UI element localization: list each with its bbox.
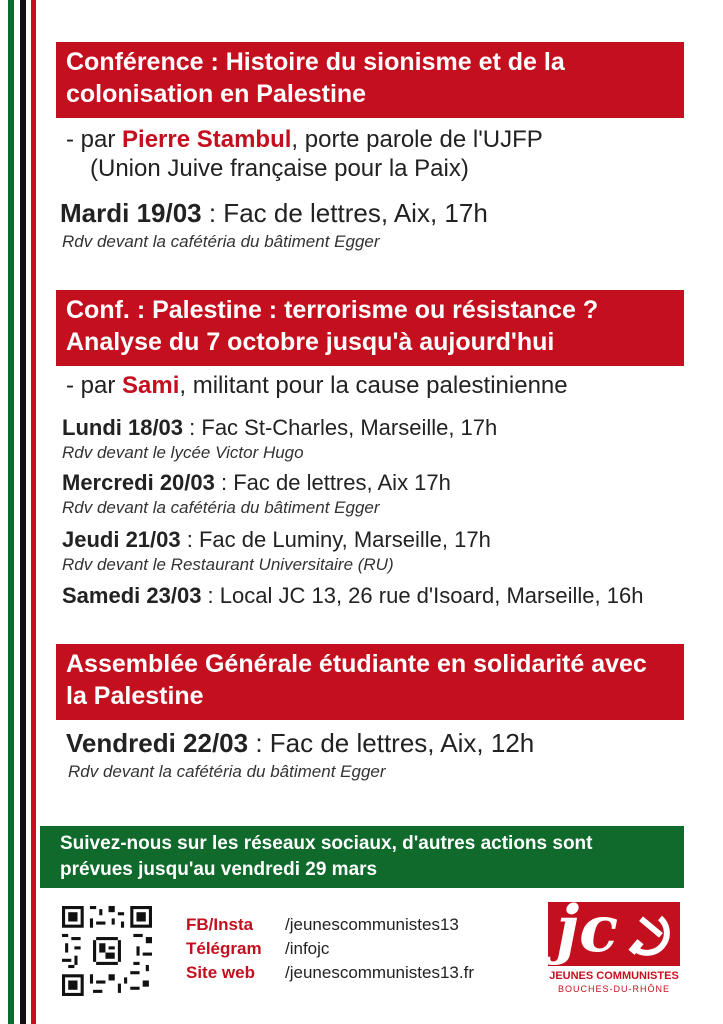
logo-initials: jc xyxy=(556,902,619,966)
footer-link[interactable]: /jeunescommunistes13.fr xyxy=(285,963,474,982)
event-line xyxy=(62,470,451,496)
section3-title: Assemblée Générale étudiante en solidarité avec la Palestine xyxy=(56,644,684,720)
event-date: Mercredi 20/03 xyxy=(62,470,215,495)
flag-stripes xyxy=(0,0,38,1024)
event-line xyxy=(62,527,491,553)
hammer-sickle-icon xyxy=(624,910,674,958)
by-prefix: - par xyxy=(66,126,123,153)
speaker-name: Pierre Stambul xyxy=(122,126,292,153)
event-rdv: Rdv devant la cafétéria du bâtiment Egger xyxy=(62,498,380,517)
follow-us-banner: Suivez-nous sur les réseaux sociaux, d'autres actions sont prévues jusqu'au vendredi 29 mars xyxy=(40,826,684,888)
section1-rdv: Rdv devant la cafétéria du bâtiment Egger xyxy=(62,232,380,251)
event-place: : Fac St-Charles, Marseille, 17h xyxy=(183,415,498,440)
event-date: Jeudi 21/03 xyxy=(62,527,181,552)
event-line xyxy=(62,583,643,609)
section1-role-detail: (Union Juive française pour la Paix) xyxy=(90,155,469,182)
logo-line2: BOUCHES-DU-RHÔNE xyxy=(557,984,670,994)
event-place: : Fac de lettres, Aix 17h xyxy=(214,470,451,495)
event-date: Samedi 23/03 xyxy=(62,583,202,608)
section2-speaker-line xyxy=(66,372,568,400)
event-line xyxy=(62,415,497,441)
black-stripe xyxy=(20,0,26,1024)
section1-title: Conférence : Histoire du sionisme et de la colonisation en Palestine xyxy=(56,42,684,118)
event-date: Lundi 18/03 xyxy=(62,415,184,440)
logo-red-block xyxy=(548,902,680,966)
footer-label: Télégram xyxy=(186,939,262,958)
footer-link[interactable]: /jeunescommunistes13 xyxy=(285,915,459,934)
event-rdv: Rdv devant le lycée Victor Hugo xyxy=(62,443,304,462)
speaker-name: Sami xyxy=(122,372,180,399)
logo-line1: JEUNES COMMUNISTES xyxy=(549,970,679,982)
section3-rdv: Rdv devant la cafétéria du bâtiment Egger xyxy=(68,762,386,781)
section1-date-line xyxy=(60,198,488,229)
red-stripe xyxy=(31,0,36,1024)
section3-date-line xyxy=(66,728,534,759)
by-prefix: - par xyxy=(66,372,123,399)
event-date: Vendredi 22/03 xyxy=(66,728,249,758)
speaker-role: , porte parole de l'UJFP xyxy=(291,126,543,153)
jc-logo xyxy=(544,896,684,996)
footer-label: Site web xyxy=(186,963,255,982)
section2-title: Conf. : Palestine : terrorisme ou résistance ? Analyse du 7 octobre jusqu'à aujourd'hui xyxy=(56,290,684,366)
qr-code-icon xyxy=(62,906,152,996)
footer-label: FB/Insta xyxy=(186,915,254,934)
green-stripe xyxy=(8,0,14,1024)
event-date: Mardi 19/03 xyxy=(60,198,202,228)
event-place: : Fac de lettres, Aix, 12h xyxy=(248,728,535,758)
event-place: : Local JC 13, 26 rue d'Isoard, Marseille, 16h xyxy=(201,583,644,608)
footer-link[interactable]: /infojc xyxy=(285,939,330,958)
event-rdv: Rdv devant le Restaurant Universitaire (RU) xyxy=(62,555,394,574)
speaker-role: , militant pour la cause palestinienne xyxy=(179,372,568,399)
section1-speaker-line xyxy=(66,126,543,154)
event-place: : Fac de lettres, Aix, 17h xyxy=(201,198,488,228)
event-place: : Fac de Luminy, Marseille, 17h xyxy=(180,527,491,552)
